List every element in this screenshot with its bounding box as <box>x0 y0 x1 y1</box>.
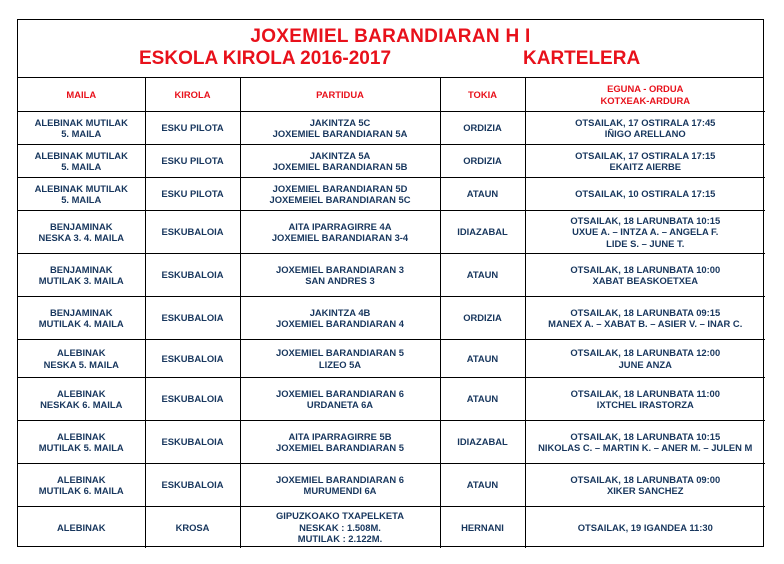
cell-kirola: ESKUBALOIA <box>145 297 240 340</box>
cell-tokia: ORDIZIA <box>440 112 525 145</box>
cell-maila-line: NESKAK 6. MAILA <box>40 399 123 410</box>
cell-partidua <box>240 421 440 464</box>
schedule-sheet <box>17 19 764 547</box>
cell-partidua-line: JOXEMIEL BARANDIARAN 5A <box>272 128 408 139</box>
cell-partidua-line: GIPUZKOAKO TXAPELKETA <box>276 510 404 521</box>
table-row <box>18 507 765 548</box>
cell-maila-line: 5. MAILA <box>61 128 102 139</box>
cell-kirola: ESKUBALOIA <box>145 464 240 507</box>
cell-eguna-line: OTSAILAK, 18 LARUNBATA 11:00 <box>570 387 720 399</box>
cell-maila-line: 5. MAILA <box>61 161 102 172</box>
cell-maila-line: ALEBINAK <box>57 521 106 533</box>
cell-eguna <box>525 421 765 464</box>
cell-kirola: ESKU PILOTA <box>145 145 240 178</box>
cell-eguna <box>525 297 765 340</box>
cell-tokia: IDIAZABAL <box>440 211 525 254</box>
cell-eguna-line: JUNE ANZA <box>618 358 672 370</box>
cell-partidua-line: JOXEMIEL BARANDIARAN 6 <box>276 473 404 485</box>
cell-tokia: HERNANI <box>440 507 525 548</box>
cell-partidua-line: MURUMENDI 6A <box>303 485 377 496</box>
cell-kirola: ESKUBALOIA <box>145 254 240 297</box>
header-tokia: TOKIA <box>440 78 525 112</box>
cell-partidua <box>240 211 440 254</box>
cell-eguna <box>525 254 765 297</box>
cell-maila-line: BENJAMINAK <box>49 263 113 275</box>
table-row <box>18 297 765 340</box>
cell-maila <box>18 178 145 211</box>
cell-partidua-line: JOXEMIEL BARANDIARAN 5D <box>272 182 408 194</box>
cell-partidua <box>240 378 440 421</box>
cell-partidua-line: JOXEMIEL BARANDIARAN 4 <box>276 318 404 329</box>
schedule-table <box>18 78 765 548</box>
cell-partidua <box>240 145 440 178</box>
cell-partidua-line: LIZEO 5A <box>318 358 362 370</box>
cell-eguna <box>525 378 765 421</box>
cell-partidua-line: JAKINTZA 4B <box>309 306 371 318</box>
cell-partidua-line: JAKINTZA 5A <box>309 149 371 161</box>
cell-partidua-line: AITA IPARRAGIRRE 4A <box>288 220 392 232</box>
table-row <box>18 340 765 378</box>
cell-eguna-line: OTSAILAK, 10 OSTIRALA 17:15 <box>575 188 716 200</box>
cell-maila-line: MUTILAK 6. MAILA <box>38 485 124 496</box>
cell-partidua-line: SAN ANDRES 3 <box>305 275 375 286</box>
cell-partidua <box>240 464 440 507</box>
cell-tokia: IDIAZABAL <box>440 421 525 464</box>
cell-partidua-line: JOXEMIEL BARANDIARAN 5B <box>272 161 408 172</box>
cell-eguna-line: XIKER SANCHEZ <box>606 485 684 496</box>
cell-eguna-line: NIKOLAS C. – MARTIN K. – ANER M. – JULEN M <box>538 442 753 453</box>
cell-maila-line: BENJAMINAK <box>49 220 113 232</box>
cell-maila <box>18 378 145 421</box>
cell-maila-line: ALEBINAK MUTILAK <box>34 182 128 194</box>
cell-maila <box>18 340 145 378</box>
cell-maila <box>18 254 145 297</box>
schedule-title: KARTELERA <box>523 48 641 69</box>
cell-tokia: ORDIZIA <box>440 297 525 340</box>
cell-eguna-line: OTSAILAK, 18 LARUNBATA 09:00 <box>570 473 721 485</box>
cell-maila <box>18 112 145 145</box>
cell-partidua-line: MUTILAK : 2.122M. <box>297 533 383 544</box>
season-title: ESKOLA KIROLA 2016-2017 <box>139 48 392 69</box>
cell-eguna-line: OTSAILAK, 18 LARUNBATA 10:15 <box>570 430 721 442</box>
cell-maila-line: ALEBINAK MUTILAK <box>34 149 128 161</box>
cell-partidua <box>240 254 440 297</box>
table-row <box>18 112 765 145</box>
header-partidua: PARTIDUA <box>240 78 440 112</box>
cell-kirola: ESKUBALOIA <box>145 340 240 378</box>
cell-maila-line: MUTILAK 5. MAILA <box>38 442 124 453</box>
table-row <box>18 464 765 507</box>
cell-eguna-line: OTSAILAK, 19 IGANDEA 11:30 <box>577 521 713 533</box>
table-row <box>18 178 765 211</box>
cell-partidua-line: NESKAK : 1.508M. <box>299 521 381 533</box>
cell-kirola: ESKUBALOIA <box>145 421 240 464</box>
cell-maila <box>18 421 145 464</box>
header-row <box>18 78 765 112</box>
cell-partidua <box>240 507 440 548</box>
cell-maila-line: ALEBINAK MUTILAK <box>34 116 128 128</box>
cell-eguna-line: IÑIGO ARELLANO <box>604 128 686 139</box>
cell-eguna-line: UXUE A. – INTZA A. – ANGELA F. <box>572 226 719 238</box>
cell-eguna-line: OTSAILAK, 18 LARUNBATA 10:15 <box>570 214 721 226</box>
cell-eguna <box>525 340 765 378</box>
cell-kirola: ESKUBALOIA <box>145 211 240 254</box>
cell-eguna-line: XABAT BEASKOETXEA <box>592 275 699 286</box>
cell-eguna <box>525 211 765 254</box>
cell-maila <box>18 507 145 548</box>
header-maila: MAILA <box>18 78 145 112</box>
cell-maila-line: BENJAMINAK <box>49 306 113 318</box>
cell-maila-line: ALEBINAK <box>57 473 106 485</box>
cell-kirola: ESKUBALOIA <box>145 378 240 421</box>
cell-maila-line: MUTILAK 3. MAILA <box>38 275 124 286</box>
cell-eguna-line: EKAITZ AIERBE <box>609 161 682 172</box>
cell-maila <box>18 297 145 340</box>
cell-partidua-line: JOXEMIEL BARANDIARAN 5 <box>276 347 404 358</box>
cell-eguna <box>525 145 765 178</box>
cell-tokia: ATAUN <box>440 178 525 211</box>
cell-tokia: ATAUN <box>440 378 525 421</box>
cell-maila-line: 5. MAILA <box>61 194 102 205</box>
cell-partidua-line: JOXEMIEL BARANDIARAN 3 <box>276 263 404 275</box>
cell-eguna-line: IXTCHEL IRASTORZA <box>596 399 694 410</box>
cell-partidua-line: AITA IPARRAGIRRE 5B <box>288 430 392 442</box>
cell-kirola: ESKU PILOTA <box>145 178 240 211</box>
cell-maila-line: ALEBINAK <box>57 430 106 442</box>
cell-eguna-line: OTSAILAK, 18 LARUNBATA 12:00 <box>570 347 721 358</box>
subtitle-row <box>18 48 763 70</box>
cell-partidua <box>240 340 440 378</box>
cell-eguna <box>525 507 765 548</box>
cell-eguna <box>525 112 765 145</box>
header-eguna <box>525 78 765 112</box>
title-block <box>18 20 763 78</box>
header-eguna-line1: EGUNA - ORDUA <box>607 83 684 94</box>
cell-partidua-line: JOXEMIEL BARANDIARAN 5 <box>276 442 404 453</box>
cell-maila <box>18 211 145 254</box>
table-row <box>18 211 765 254</box>
cell-maila <box>18 464 145 507</box>
table-row <box>18 378 765 421</box>
cell-maila-line: NESKA 5. MAILA <box>43 358 119 370</box>
table-row <box>18 145 765 178</box>
school-title: JOXEMIEL BARANDIARAN H I <box>250 26 531 47</box>
cell-tokia: ATAUN <box>440 340 525 378</box>
cell-eguna-line: OTSAILAK, 17 OSTIRALA 17:45 <box>575 116 716 128</box>
cell-tokia: ATAUN <box>440 464 525 507</box>
cell-tokia: ORDIZIA <box>440 145 525 178</box>
header-eguna-line2: KOTXEAK-ARDURA <box>600 94 691 106</box>
cell-eguna-line: OTSAILAK, 18 LARUNBATA 10:00 <box>570 263 721 275</box>
cell-partidua-line: JOXEMEIEL BARANDIARAN 5C <box>269 194 411 205</box>
cell-partidua-line: JOXEMIEL BARANDIARAN 6 <box>276 387 404 399</box>
cell-eguna <box>525 464 765 507</box>
cell-maila <box>18 145 145 178</box>
cell-eguna-line: LIDE S. – JUNE T. <box>606 237 685 249</box>
cell-maila-line: ALEBINAK <box>57 387 106 399</box>
cell-kirola: KROSA <box>145 507 240 548</box>
table-row <box>18 421 765 464</box>
header-kirola: KIROLA <box>145 78 240 112</box>
cell-partidua-line: JOXEMIEL BARANDIARAN 3-4 <box>271 232 409 243</box>
table-row <box>18 254 765 297</box>
cell-partidua-line: JAKINTZA 5C <box>309 116 371 128</box>
cell-eguna-line: MANEX A. – XABAT B. – ASIER V. – INAR C. <box>548 318 743 329</box>
cell-eguna-line: OTSAILAK, 17 OSTIRALA 17:15 <box>575 149 716 161</box>
cell-partidua <box>240 112 440 145</box>
cell-maila-line: MUTILAK 4. MAILA <box>38 318 124 329</box>
cell-maila-line: NESKA 3. 4. MAILA <box>38 232 125 243</box>
cell-kirola: ESKU PILOTA <box>145 112 240 145</box>
cell-eguna-line: OTSAILAK, 18 LARUNBATA 09:15 <box>570 306 721 318</box>
cell-partidua <box>240 297 440 340</box>
cell-eguna <box>525 178 765 211</box>
cell-partidua-line: URDANETA 6A <box>306 399 374 410</box>
cell-tokia: ATAUN <box>440 254 525 297</box>
cell-partidua <box>240 178 440 211</box>
cell-maila-line: ALEBINAK <box>57 347 106 358</box>
